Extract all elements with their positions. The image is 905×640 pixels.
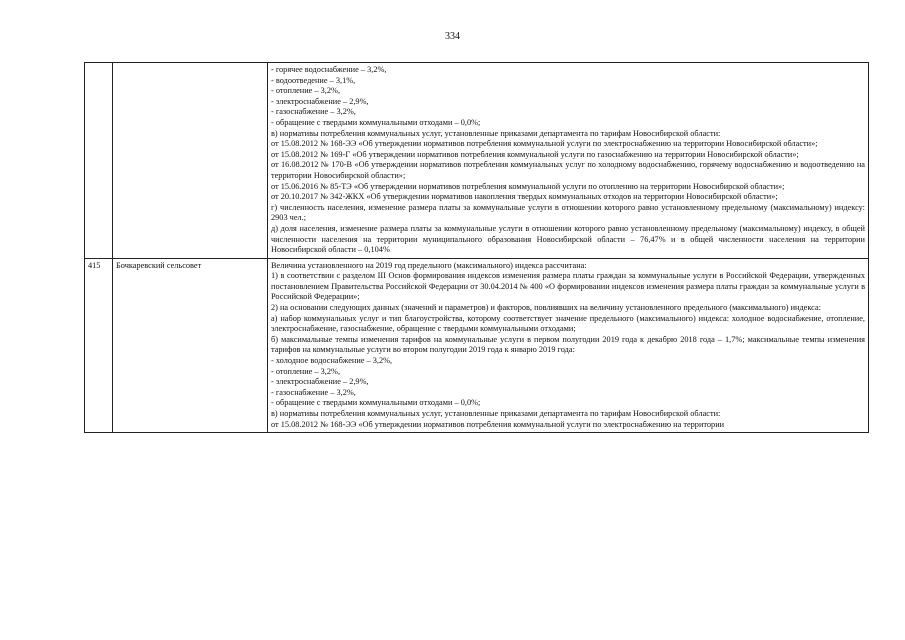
text-line: Величина установленного на 2019 год предельного (максимального) индекса рассчитана: (271, 260, 587, 270)
table-row (85, 258, 869, 433)
text-line: от 16.08.2012 № 170-В «Об утверждении нормативов потребления коммунальных услуг по холодному водоснабжению, горячему водоснабжению и водоотведению на территории Новосибирской области»; (271, 160, 865, 180)
municipality-name-cell (113, 63, 268, 259)
row-number-cell (85, 63, 113, 259)
index-description-cell (268, 63, 869, 259)
municipality-name-cell: Бочкаревский сельсовет (113, 258, 268, 433)
page-number: 334 (445, 31, 460, 42)
text-line: в) нормативы потребления коммунальных услуг, установленные приказами департамента по тарифам Новосибирской области: (271, 409, 721, 418)
text-line: от 15.08.2012 № 168-ЭЭ «Об утверждении нормативов потребления коммунальной услуги по электроснабжению на территории Новосибирской области»; (271, 139, 818, 149)
text-line: от 15.08.2012 № 168-ЭЭ «Об утверждении нормативов потребления коммунальной услуги по электроснабжению на территории (271, 419, 725, 429)
text-line: - водоотведение – 3,1%, (271, 75, 356, 85)
text-line: 1) в соответствии с разделом III Основ формирования индексов изменения размера платы граждан за коммунальные услуги в Российской Федерации, утвержденных постановлением Правительства Российской Федерации от 30.04.2014 № 400 «О формировании индексов изменения размера платы граждан за коммунальные услуги в Российской Федерации»; (271, 271, 865, 302)
text-line: - обращение с твердыми коммунальными отходами – 0,0%; (271, 117, 481, 127)
text-line: от 15.08.2012 № 169-Г «Об утверждении нормативов потребления коммунальной услуги по газоснабжению на территории Новосибирской области»; (271, 149, 799, 159)
text-line: в) нормативы потребления коммунальных услуг, установленные приказами департамента по тарифам Новосибирской области: (271, 128, 721, 138)
text-line: г) численность населения, изменение размера платы за коммунальные услуги в отношении которого равно установленному предельному (максимальному) индексу: 2903 чел.; (271, 202, 865, 223)
text-line: - электроснабжение – 2,9%, (271, 96, 369, 106)
text-line: - газоснабжение – 3,2%, (271, 387, 356, 397)
table-row (85, 63, 869, 259)
text-line: - холодное водоснабжение – 3,2%, (271, 356, 393, 366)
text-line: б) максимальные темпы изменения тарифов на коммунальные услуги в первом полугодии 2019 года к декабрю 2018 года – 1,7%; максимальные темпы изменения тарифов на коммунальные услуги во втором полугодии 2019 года к январю 2019 года: (271, 334, 865, 355)
text-line: а) набор коммунальных услуг и тип благоустройства, которому соответствует значение предельного (максимального) индекса: холодное водоснабжение, отопление, электроснабжение, газоснабжение, обращение с твердыми коммунальными отходами; (271, 313, 865, 334)
text-line: д) доля населения, изменение размера платы за коммунальные услуги в отношении которого равно установленному предельному (максимальному) индексу, в общей численности населения на территории муниципального образования Новосибирской области – 76,47% и в общей численности населения на территории Новосибирской области – 0,104% (271, 223, 865, 255)
row-number-cell: 415 (85, 258, 113, 433)
text-line: 2) на основании следующих данных (значений и параметров) и факторов, повлиявших на величину установленного предельного (максимального) индекса: (271, 303, 821, 313)
text-line: от 15.06.2016 № 85-ТЭ «Об утверждении нормативов потребления коммунальной услуги по отоплению на территории Новосибирской области»; (271, 181, 785, 191)
index-description-cell (268, 258, 869, 433)
tariff-index-table (84, 62, 869, 433)
text-line: - отопление – 3,2%, (271, 86, 341, 96)
text-line: - электроснабжение – 2,9%, (271, 377, 369, 387)
text-line: - газоснабжение – 3,2%, (271, 107, 356, 117)
text-line: - горячее водоснабжение – 3,2%, (271, 65, 387, 74)
text-line: от 20.10.2017 № 342-ЖКХ «Об утверждении нормативов накопления твердых коммунальных отходов на территории Новосибирской области»; (271, 192, 778, 202)
text-line: - обращение с твердыми коммунальными отходами – 0,0%; (271, 398, 481, 408)
text-line: - отопление – 3,2%, (271, 366, 341, 376)
